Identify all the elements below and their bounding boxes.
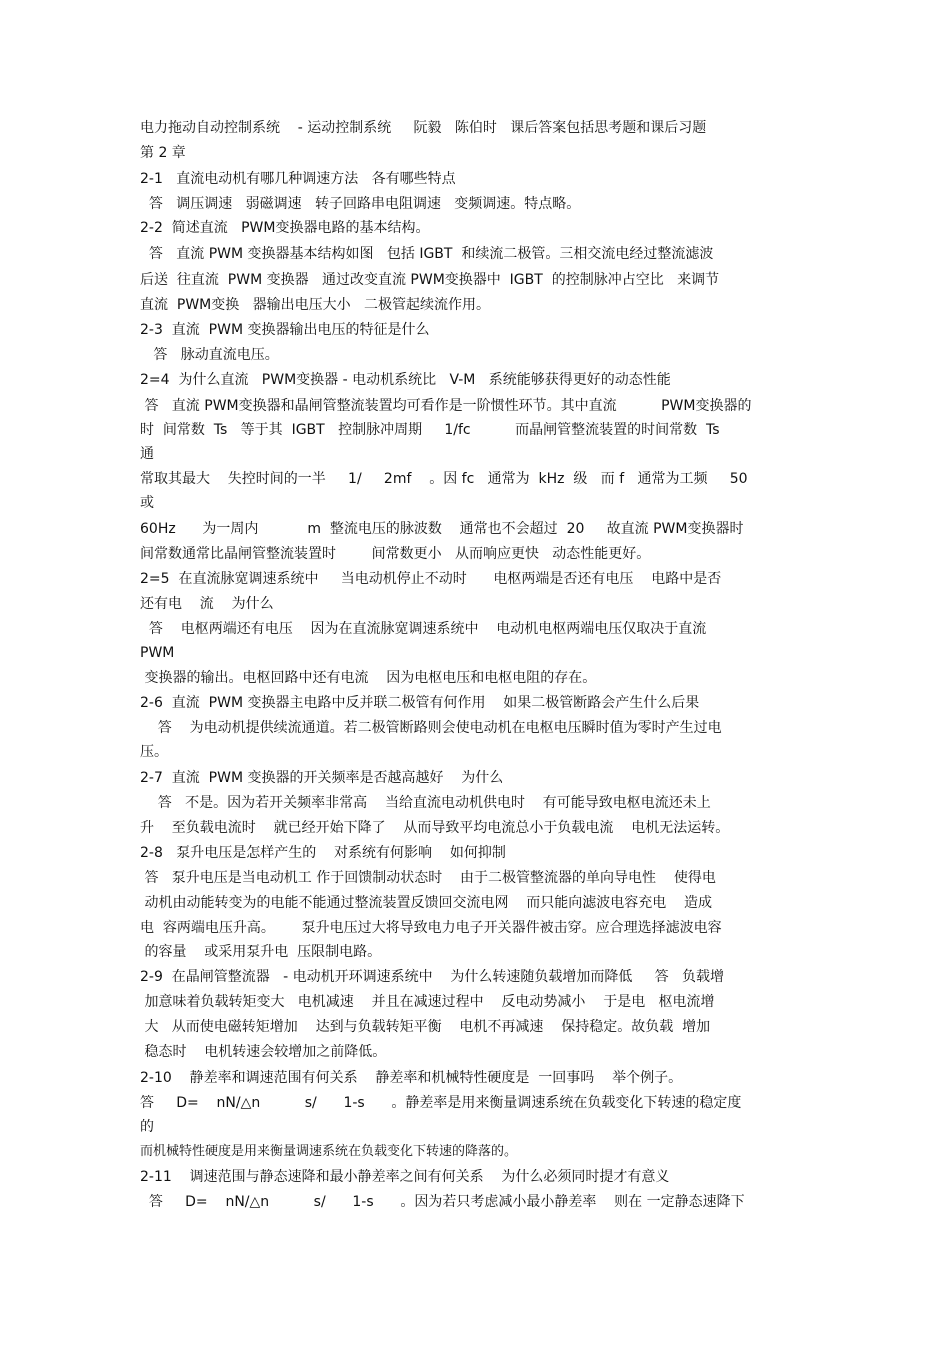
text-line: 大 从而使电磁转矩增加 达到与负载转矩平衡 电机不再减速 保持稳定。故负载 增加 [140,1019,711,1035]
text-line: 动机由动能转变为的电能不能通过整流装置反馈回交流电网 而只能向滤波电容充电 造成 [140,895,713,911]
text-line: 压。 [140,744,168,760]
text-line: 2-3 直流 PWM 变换器输出电压的特征是什么 [140,322,430,338]
text-line: 通 [140,446,154,462]
text-line: 答 不是。因为若开关频率非常高 当给直流电动机供电时 有可能导致电枢电流还未上 [140,795,711,811]
text-line: 答 脉动直流电压。 [140,347,279,363]
text-line: 2-8 泵升电压是怎样产生的 对系统有何影响 如何抑制 [140,845,506,861]
text-line: 后送 往直流 PWM 变换器 通过改变直流 PWM变换器中 IGBT 的控制脉冲占空比 来调节 [140,272,720,288]
text-line: 2=4 为什么直流 PWM变换器 - 电动机系统比 V-M 系统能够获得更好的动态性能 [140,372,671,388]
text-line: 2-9 在晶闸管整流器 - 电动机开环调速系统中 为什么转速随负载增加而降低 答 负载增 [140,969,725,985]
text-line: 稳态时 电机转速会较增加之前降低。 [140,1044,387,1060]
text-line: 变换器的输出。电枢回路中还有电流 因为电枢电压和电枢电阻的存在。 [140,670,597,686]
text-line: 或 [140,495,154,511]
text-line: 而机械特性硬度是用来衡量调速系统在负载变化下转速的降落的。 [140,1144,518,1159]
text-line: 2=5 在直流脉宽调速系统中 当电动机停止不动时 电枢两端是否还有电压 电路中是否 [140,571,722,587]
text-line: 2-7 直流 PWM 变换器的开关频率是否越高越好 为什么 [140,770,504,786]
document-title: 电力拖动自动控制系统 - 运动控制系统 阮毅 陈伯时 课后答案包括思考题和课后习题 [140,120,707,136]
text-line: 答 直流 PWM变换器和晶闸管整流装置均可看作是一阶惯性环节。其中直流 PWM变换器的 [140,398,752,414]
text-line: 直流 PWM变换 器输出电压大小 二极管起续流作用。 [140,297,490,313]
text-line: 答 泵升电压是当电动机工 作于回馈制动状态时 由于二极管整流器的单向导电性 使得电 [140,870,716,886]
text-line: 加意味着负载转矩变大 电机减速 并且在减速过程中 反电动势减小 于是电 枢电流增 [140,994,715,1010]
text-line: 答 直流 PWM 变换器基本结构如图 包括 IGBT 和续流二极管。三相交流电经过整流滤波 [140,246,714,262]
text-line: 常取其最大 失控时间的一半 1/ 2mf 。因 fc 通常为 kHz 级 而 f 通常为工频 50 [140,471,748,487]
text-line: 答 D= nN/△n s/ 1-s 。因为若只考虑减小最小静差率 则在 一定静态速降下 [140,1194,745,1210]
text-line: 2-2 简述直流 PWM变换器电路的基本结构。 [140,220,430,236]
text-line: 升 至负载电流时 就已经开始下降了 从而导致平均电流总小于负载电流 电机无法运转。 [140,820,730,836]
text-line: 间常数通常比晶闸管整流装置时 间常数更小 从而响应更快 动态性能更好。 [140,546,651,562]
text-line: 的 [140,1119,154,1135]
text-line: 还有电 流 为什么 [140,596,274,612]
text-line: 答 调压调速 弱磁调速 转子回路串电阻调速 变频调速。特点略。 [140,196,581,212]
text-line: 2-1 直流电动机有哪几种调速方法 各有哪些特点 [140,171,456,187]
text-line: 的容量 或采用泵升电 压限制电路。 [140,944,382,960]
text-line: 2-6 直流 PWM 变换器主电路中反并联二极管有何作用 如果二极管断路会产生什么后果 [140,695,700,711]
chapter-heading: 第 2 章 [140,145,186,161]
text-line: 时 间常数 Ts 等于其 IGBT 控制脉冲周期 1/fc 而晶闸管整流装置的时间常数 Ts [140,422,720,438]
text-line: 答 为电动机提供续流通道。若二极管断路则会使电动机在电枢电压瞬时值为零时产生过电 [140,720,722,736]
text-line: 电 容两端电压升高。 泵升电压过大将导致电力电子开关器件被击穿。应合理选择滤波电容 [140,920,722,936]
text-line: 60Hz 为一周内 m 整流电压的脉波数 通常也不会超过 20 故直流 PWM变换器时 [140,521,744,537]
text-line: PWM [140,645,175,661]
text-line: 2-11 调速范围与静态速降和最小静差率之间有何关系 为什么必须同时提才有意义 [140,1169,670,1185]
text-line: 答 电枢两端还有电压 因为在直流脉宽调速系统中 电动机电枢两端电压仅取决于直流 [140,621,707,637]
text-line: 2-10 静差率和调速范围有何关系 静差率和机械特性硬度是 一回事吗 举个例子。 [140,1070,683,1086]
text-line: 答 D= nN/△n s/ 1-s 。静差率是用来衡量调速系统在负载变化下转速的稳定度 [140,1095,742,1111]
